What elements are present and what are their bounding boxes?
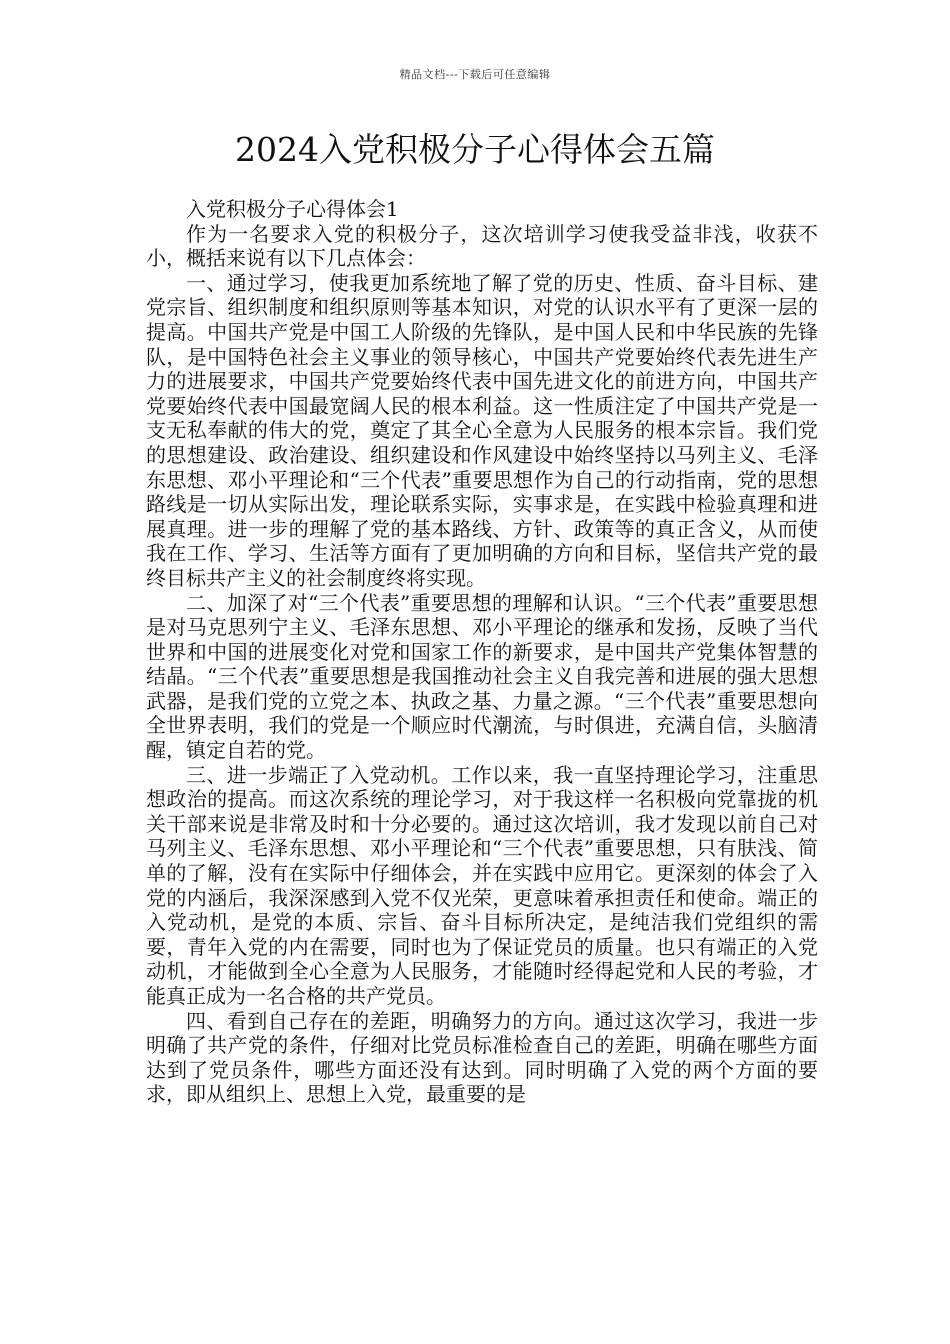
page-header-note: 精品文档---下载后可任意编辑 <box>399 68 551 81</box>
section-heading: 入党积极分子心得体会1 <box>186 197 399 221</box>
paragraph-point-3: 三、进一步端正了入党动机。工作以来，我一直坚持理论学习，注重思想政治的提高。而这次系统的理论学习，对于我这样一名积极向党靠拢的机关干部来说是非常及时和十分必要的。通过这次培训，我才发现以前自己对马列主义、毛泽东思想、邓小平理论和“三个代表”重要思想，只有肤浅、简单的了解，没有在实际中仔细体会，并在实践中应用它。更深刻的体会了入党的内涵后，我深深感到入党不仅光荣，更意味着承担责任和使命。端正的入党动机，是党的本质、宗旨、奋斗目标所决定，是纯洁我们党组织的需要，青年入党的内在需要，同时也为了保证党员的质量。也只有端正的入党动机，才能做到全心全意为人民服务，才能随时经得起党和人民的考验，才能真正成为一名合格的共产党员。 <box>146 762 818 1008</box>
document-title: 2024入党积极分子心得体会五篇 <box>235 130 715 169</box>
document-body <box>146 197 818 1107</box>
paragraph-point-2: 二、加深了对“三个代表”重要思想的理解和认识。“三个代表”重要思想是对马克思列宁主义、毛泽东思想、邓小平理论的继承和发扬，反映了当代世界和中国的进展变化对党和国家工作的新要求，是中国共产党集体智慧的结晶。“三个代表”重要思想是我国推动社会主义自我完善和进展的强大思想武器，是我们党的立党之本、执政之基、力量之源。“三个代表”重要思想向全世界表明，我们的党是一个顺应时代潮流，与时俱进，充满自信，头脑清醒，镇定自若的党。 <box>146 590 818 763</box>
paragraph-point-4: 四、看到自己存在的差距，明确努力的方向。通过这次学习，我进一步明确了共产党的条件，仔细对比党员标准检查自己的差距，明确在哪些方面达到了党员条件，哪些方面还没有达到。同时明确了入党的两个方面的要求，即从组织上、思想上入党，最重要的是 <box>146 1008 818 1107</box>
paragraph-intro: 作为一名要求入党的积极分子，这次培训学习使我受益非浅，收获不小，概括来说有以下几点体会： <box>146 221 818 271</box>
paragraph-point-1: 一、通过学习，使我更加系统地了解了党的历史、性质、奋斗目标、建党宗旨、组织制度和组织原则等基本知识，对党的认识水平有了更深一层的提高。中国共产党是中国工人阶级的先锋队，是中国人民和中华民族的先锋队，是中国特色社会主义事业的领导核心，中国共产党要始终代表先进生产力的进展要求，中国共产党要始终代表中国先进文化的前进方向，中国共产党要始终代表中国最宽阔人民的根本利益。这一性质注定了中国共产党是一支无私奉献的伟大的党，奠定了其全心全意为人民服务的根本宗旨。我们党的思想建设、政治建设、组织建设和作风建设中始终坚持以马列主义、毛泽东思想、邓小平理论和“三个代表”重要思想作为自己的行动指南，党的思想路线是一切从实际出发，理论联系实际，实事求是，在实践中检验真理和进展真理。进一步的理解了党的基本路线、方针、政策等的真正含义，从而使我在工作、学习、生活等方面有了更加明确的方向和目标，坚信共产党的最终目标共产主义的社会制度终将实现。 <box>146 270 818 590</box>
